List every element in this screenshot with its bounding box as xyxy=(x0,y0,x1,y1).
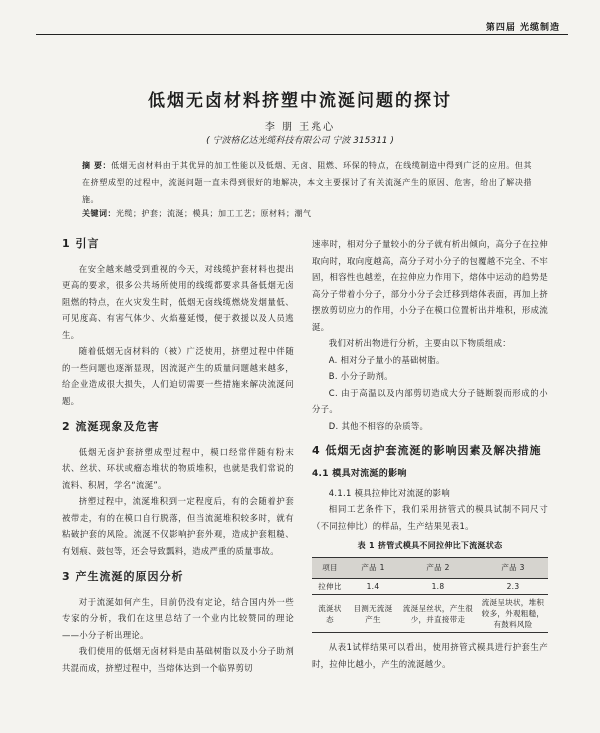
abstract-label: 摘 要： xyxy=(82,161,112,170)
table-cell: 流涎呈丝状，产生很少，并直接带走 xyxy=(398,595,478,633)
paragraph: 我们对析出物进行分析，主要由以下物质组成： xyxy=(328,338,511,348)
list-item: C. 由于高温以及内部剪切造成大分子链断裂而形成的小分子。 xyxy=(312,387,548,414)
left-column xyxy=(62,236,294,676)
paragraph: 从表1试样结果可以看出，使用挤管式模具进行护套生产时，拉伸比越小，产生的流涎越少。 xyxy=(312,642,548,669)
table-header-row xyxy=(312,557,548,579)
paragraph: 我们使用的低烟无卤材料是由基础树脂以及小分子助剂共混而成，挤塑过程中，当熔体达到一个临界剪切 xyxy=(62,646,294,673)
table-cell: 1.4 xyxy=(348,579,398,595)
paper-title: 低烟无卤材料挤塑中流涎问题的探讨 xyxy=(148,91,452,111)
keywords-text: 光缆；护套；流涎；模具；加工工艺；原材料；潮气 xyxy=(116,209,312,218)
right-column xyxy=(312,236,548,672)
table-caption: 表 1 挤管式模具不同拉伸比下流涎状态 xyxy=(357,541,503,550)
paragraph: 低烟无卤护套挤塑成型过程中，模口经常伴随有粉末状、丝状、环状或瘤态堆状的物质堆积，也就是我们常说的流料、积屑，学名“流涎”。 xyxy=(62,446,294,490)
table-header-cell: 项目 xyxy=(312,557,348,579)
paragraph: 在安全越来越受到重视的今天，对线缆护套材料也提出更高的要求，很多公共场所使用的线缆都要求具备低烟无卤阻燃的特点，在火灾发生时，低烟无卤线缆燃烧发烟量低、可见度高、有害气体少、火焰蔓延慢，便于救援以及人员逃生。 xyxy=(62,263,294,340)
paragraph: 挤塑过程中，流涎堆积到一定程度后，有的会随着护套被带走，有的在模口自行脱落，但当流涎堆积较多时，就有粘破护套的风险。流涎不仅影响护套外观，造成护套粗糙、有划痕、鼓包等，还会导致瓢料，造成严重的质量事故。 xyxy=(62,496,294,556)
list-item: A. 相对分子量小的基础树脂。 xyxy=(328,354,445,365)
table-cell: 2.3 xyxy=(478,579,548,595)
header-rule xyxy=(36,34,568,35)
table-row xyxy=(312,579,548,595)
authors: 李 朋 王兆心 xyxy=(264,122,336,133)
paragraph: 速率时，相对分子量较小的分子就有析出倾向，高分子在拉伸取向时，取向度越高，高分子对小分子的包覆越不完全、不牢固，相容性也越差，在拉伸应力作用下，熔体中运动的趋势是高分子带着小分子，部分小分子会迁移到熔体表面，再加上挤摆放剪切应力的作用，小分子在模口位置析出并堆积，形成流涎。 xyxy=(312,239,548,332)
table-cell: 1.8 xyxy=(398,579,478,595)
keywords-label: 关键词： xyxy=(82,209,116,218)
table-1 xyxy=(312,557,548,634)
section-2-heading: 2 流涎现象及危害 xyxy=(62,420,160,433)
keywords xyxy=(82,208,532,219)
paragraph: 随着低烟无卤材料的（被）广泛使用，挤塑过程中伴随的一些问题也逐渐显现，因流涎产生的质量问题越来越多，给企业造成很大损失，人们迫切需要一些措施来解决流涎问题。 xyxy=(62,346,294,406)
table-header-cell: 产品 2 xyxy=(398,557,478,579)
table-cell: 拉伸比 xyxy=(312,579,348,595)
affiliation: ( 宁波格亿达光缆科技有限公司 宁波 315311 ) xyxy=(206,136,394,146)
section-4-heading: 4 低烟无卤护套流涎的影响因素及解决措施 xyxy=(312,444,542,457)
list-item: D. 其他不相容的杂质等。 xyxy=(328,420,429,431)
list-item: B. 小分子助剂。 xyxy=(328,371,393,381)
table-cell: 流涎状态 xyxy=(312,595,348,633)
paragraph: 对于流涎如何产生，目前仍没有定论，结合国内外一些专家的分析，我们在这里总结了一个业内比较赞同的理论——小分子析出理论。 xyxy=(62,596,294,640)
paragraph: 相同工艺条件下，我们采用挤管式的模具试制不同尺寸（不同拉伸比）的样品，生产结果见表1。 xyxy=(312,504,548,531)
table-row xyxy=(312,595,548,633)
table-cell: 流涎呈块状，堆积较多，外观粗糙，有鼓料风险 xyxy=(478,595,548,633)
table-header-cell: 产品 1 xyxy=(348,557,398,579)
section-4-1-heading: 4.1 模具对流涎的影响 xyxy=(312,469,407,479)
section-4-1-1-heading: 4.1.1 模具拉伸比对流涎的影响 xyxy=(328,487,450,498)
table-cell: 目测无流涎产生 xyxy=(348,595,398,633)
section-3-heading: 3 产生流涎的原因分析 xyxy=(62,570,184,583)
running-header: 第四届 光缆制造 xyxy=(485,23,560,33)
abstract xyxy=(82,157,532,208)
table-header-cell: 产品 3 xyxy=(478,557,548,579)
section-1-heading: 1 引言 xyxy=(62,237,100,250)
abstract-text: 低烟无卤材料由于其优异的加工性能以及低烟、无卤、阻燃、环保的特点，在线缆制造中得到广泛的应用。但其在挤塑成型的过程中，流涎问题一直未得到很好的地解决，本文主要探讨了有关流涎产生的原因、危害，给出了解决措施。 xyxy=(82,161,532,204)
